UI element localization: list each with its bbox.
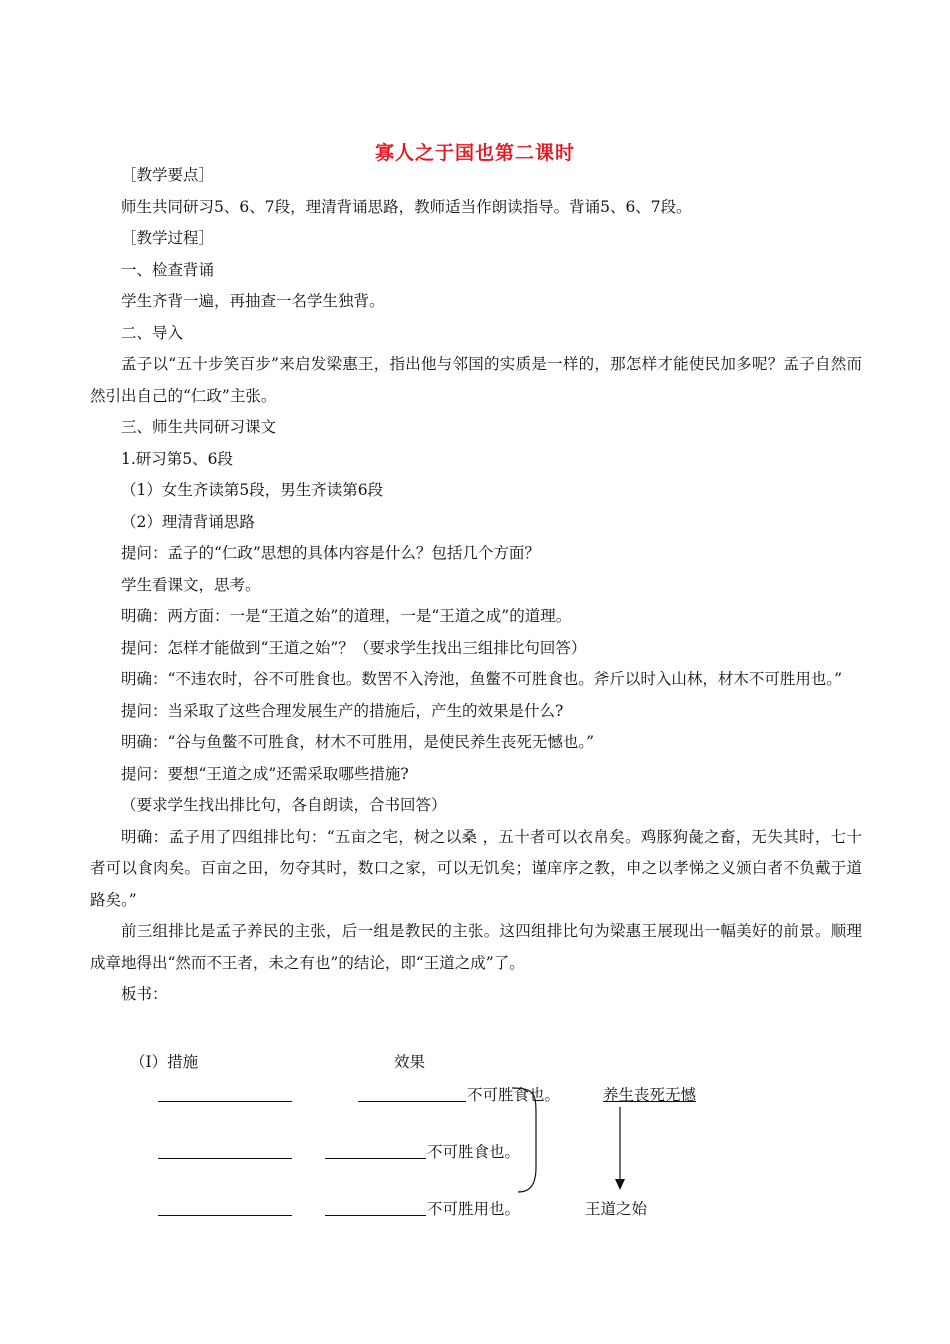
board-result-top: 养生丧死无憾 — [603, 1086, 697, 1104]
paragraph: （要求学生找出排比句，各自朗读，合书回答） — [121, 796, 447, 814]
paragraph: 一、检查背诵 — [121, 260, 215, 279]
board-connectors — [90, 1045, 862, 1235]
blackboard-diagram — [90, 1045, 862, 1235]
paragraph: 提问：孟子的“仁政”思想的具体内容是什么？包括几个方面？ — [121, 544, 540, 562]
board-result-bottom: 王道之始 — [585, 1200, 648, 1218]
paragraph: 板书： — [121, 985, 168, 1003]
paragraph: （1）女生齐读第5段，男生齐读第6段 — [121, 481, 384, 499]
paragraph: 前三组排比是孟子养民的主张，后一组是教民的主张。这四组排比句为梁惠王展现出一幅美好的前景。顺理成章地得出“然而不王者，未之有也”的结论，即“王道之成”了。 — [90, 922, 862, 972]
board-row1-text: 不可胜食也。 — [467, 1086, 561, 1104]
paragraph: 师生共同研习5、6、7段，理清背诵思路，教师适当作朗读指导。背诵5、6、7段。 — [121, 197, 692, 216]
paragraph: 三、师生共同研习课文 — [121, 418, 277, 436]
paragraph: 明确：两方面：一是“王道之始”的道理，一是“王道之成”的道理。 — [121, 607, 572, 625]
paragraph: 提问：怎样才能做到“王道之始”？（要求学生找出三组排比句回答） — [121, 638, 587, 657]
paragraph: ［教学要点］ — [121, 166, 215, 184]
board-row2-text: 不可胜食也。 — [427, 1143, 521, 1161]
paragraph: 明确：孟子用了四组排比句：“五亩之宅，树之以桑 ，五十者可以衣帛矣。鸡豚狗彘之畜，无失其时，七十者可以食肉矣。百亩之田，勿夺其时，数口之家，可以无饥矣；谨庠序之教，申之以孝悌之义颁白者不负戴于道路矣。” — [90, 827, 862, 909]
paragraph: 提问：要想“王道之成”还需采取哪些措施? — [121, 764, 409, 783]
board-measures-header: （Ⅰ）措施 — [130, 1053, 199, 1071]
paragraph: 1.研习第5、6段 — [121, 449, 234, 468]
paragraph: （2）理清背诵思路 — [121, 512, 255, 531]
board-row3-text: 不可胜用也。 — [427, 1200, 521, 1218]
page-title: 寡人之于国也第二课时 — [374, 142, 575, 164]
paragraph: ［教学过程］ — [121, 229, 215, 247]
paragraph: 明确：“谷与鱼鳖不可胜食，材木不可胜用，是使民养生丧死无憾也。” — [121, 733, 595, 751]
paragraph: 提问：当采取了这些合理发展生产的措施后，产生的效果是什么? — [121, 701, 564, 720]
arrow-head-icon — [615, 1179, 625, 1190]
paragraph: 孟子以“五十步笑百步”来启发梁惠王，指出他与邻国的实质是一样的，那怎样才能使民加多呢？孟子自然而然引出自己的“仁政”主张。 — [90, 355, 862, 405]
grouping-brace — [512, 1088, 536, 1192]
paragraph: 二、导入 — [121, 323, 184, 342]
lesson-body — [90, 160, 862, 1011]
paragraph: 学生看课文，思考。 — [121, 575, 261, 594]
board-effects-header: 效果 — [394, 1053, 426, 1071]
paragraph: 学生齐背一遍，再抽查一名学生独背。 — [121, 292, 385, 310]
paragraph: 明确：“不违农时，谷不可胜食也。数罟不入洿池，鱼鳖不可胜食也。斧斤以时入山林，材木不可胜用也。” — [121, 670, 843, 688]
